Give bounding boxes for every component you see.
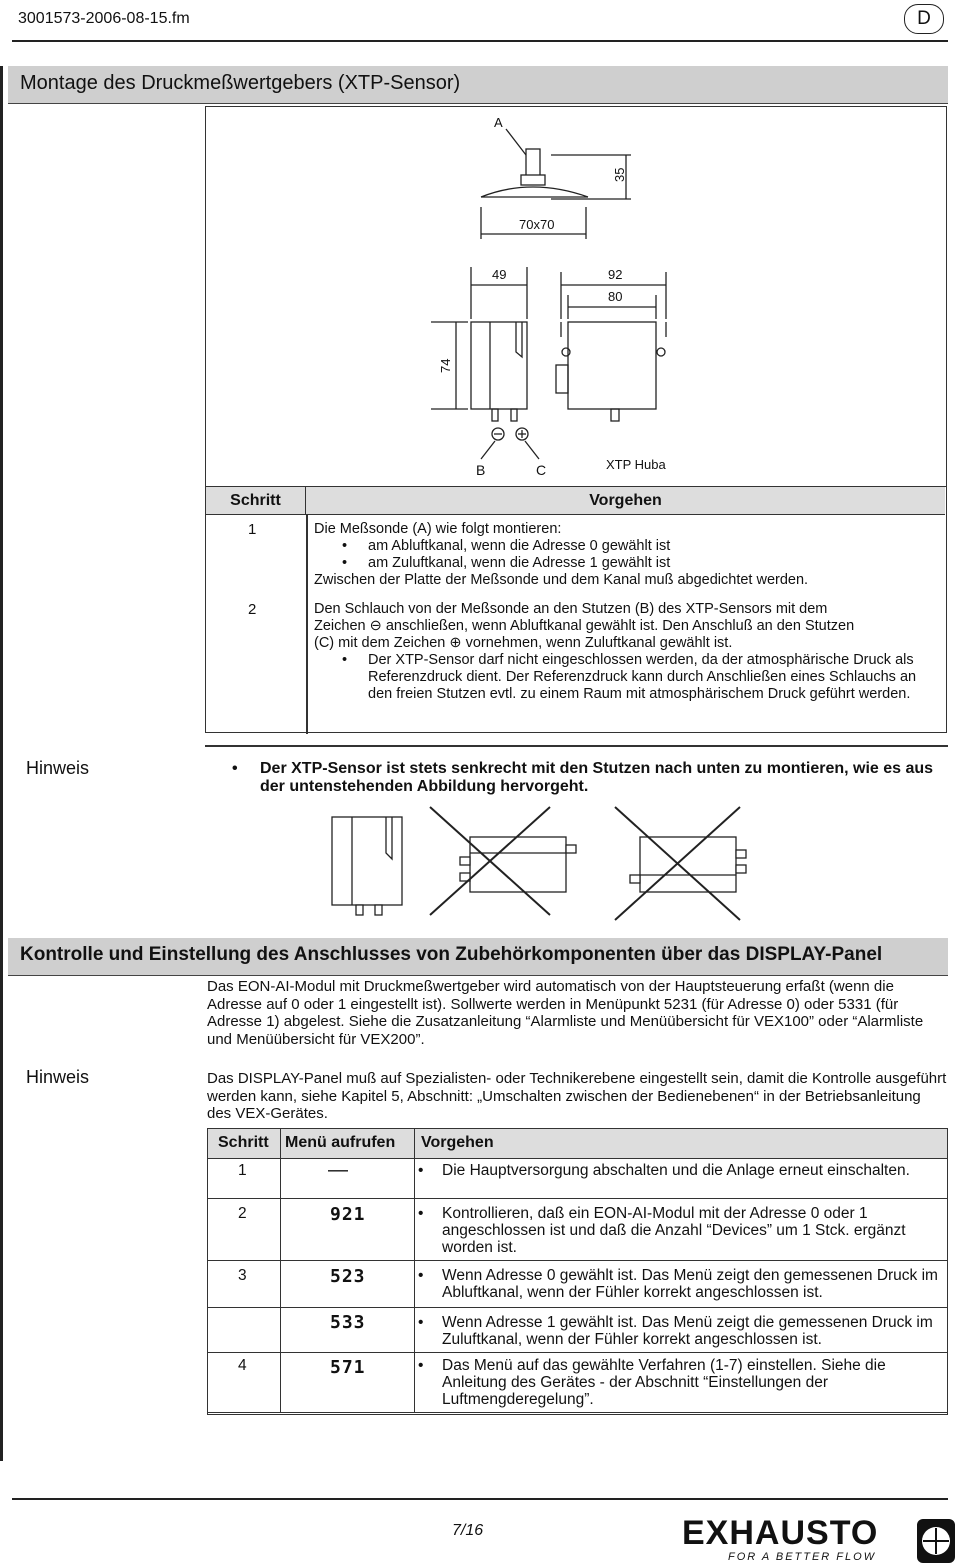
brand-emblem-icon: [916, 1518, 956, 1564]
row-step: 4: [238, 1357, 247, 1374]
column-header-step: Schritt: [206, 487, 306, 515]
language-badge: D: [904, 4, 944, 34]
column-divider: [414, 1129, 415, 1413]
table-row: [208, 1159, 947, 1199]
step-1-outro: Zwischen der Platte der Meßsonde und dem Kanal muß abgedichtet werden.: [314, 572, 809, 588]
footer-rule: [12, 1498, 948, 1500]
dim-74: 74: [438, 358, 453, 373]
column-divider: [306, 515, 308, 734]
note-label: Hinweis: [26, 1067, 90, 1087]
section-title-display: Kontrolle und Einstellung des Anschlusses von Zubehörkomponenten über das DISPLAY-Panel: [8, 938, 948, 976]
row-text: Kontrollieren, daß ein EON-AI-Modul mit der Adresse 0 oder 1 angeschlossen ist und daß die Anzahl “Devices” um 1 Stck. ergänzt worden ist.: [442, 1205, 906, 1256]
column-divider: [280, 1129, 281, 1413]
label-a: A: [494, 115, 503, 130]
brand-logo: EXHAUSTO: [682, 1514, 879, 1552]
row-menu: 523: [330, 1266, 366, 1287]
dim-80: 80: [608, 289, 623, 304]
step-2-line: Den Schlauch von der Meßsonde an den Stutzen (B) des XTP-Sensors mit dem: [314, 601, 828, 617]
plus-circle-icon: ⊕: [449, 635, 462, 651]
dim-70x70: 70x70: [519, 217, 555, 232]
orientation-figure: [320, 805, 780, 925]
display-steps-table: [207, 1128, 948, 1415]
step-1-bullet: • am Abluftkanal, wenn die Adresse 0 gewählt ist: [314, 538, 934, 555]
label-b: B: [476, 462, 486, 478]
step-1-text: [314, 521, 934, 589]
column-header-procedure: Vorgehen: [306, 487, 945, 515]
minus-circle-icon: ⊖: [369, 618, 382, 634]
brand-slogan: FOR A BETTER FLOW: [728, 1551, 877, 1563]
model-label: XTP Huba: [606, 457, 666, 472]
column-header-menu: Menü aufrufen: [285, 1134, 396, 1151]
note-text: Der XTP-Sensor ist stets senkrecht mit den Stutzen nach unten zu montieren, wie es aus der untenstehenden Abbildung hervorgeht.: [260, 760, 934, 795]
step-1-intro: Die Meßsonde (A) wie folgt montieren:: [314, 521, 562, 537]
row-step: 2: [238, 1205, 247, 1222]
note-rule: [205, 745, 948, 747]
bullet-icon: •: [418, 1314, 424, 1331]
bullet-icon: •: [418, 1357, 424, 1374]
section-2-intro: Das EON-AI-Modul mit Druckmeßwertgeber wird automatisch von der Hauptsteuerung erfaßt (wenn die Adresse auf 0 oder 1 eingestellt ist). Sollwerte werden in Menüpunkt 5231 (für Adresse 0) oder 5331 (für Adresse 1) abgelest. Siehe die Zusatzanleitung “Alarmliste und Menüübersicht für VEX100” oder “Alarmliste und Menüübersicht für VEX200”.: [207, 978, 924, 1048]
row-step: 1: [238, 1162, 247, 1179]
row-menu: —: [328, 1159, 348, 1181]
row-text: Wenn Adresse 1 gewählt ist. Das Menü zeigt die gemessenen Druck im Zuluftkanal, wenn der Fühler korrekt angeschlossen ist.: [442, 1314, 933, 1348]
mounting-steps-table: [205, 486, 947, 733]
step-number: 2: [248, 601, 257, 618]
table-row: [208, 1199, 947, 1261]
bullet-icon: •: [418, 1267, 424, 1284]
step-2-bullet: • Der XTP-Sensor darf nicht eingeschlossen werden, da der atmosphärische Druck als Referenzdruck dient. Der Referenzdruck kann durch Anschließen eines Schlauchs an den freien Stutzen evtl. zu einem Raum mit atmosphärischem Druck geführt werden.: [314, 652, 934, 703]
step-2-text: [314, 601, 934, 703]
column-header-step: Schritt: [218, 1134, 269, 1151]
step-2-line: (C) mit dem Zeichen ⊕ vornehmen, wenn Zuluftkanal gewählt ist.: [314, 635, 733, 651]
note-text: Das DISPLAY-Panel muß auf Spezialisten- oder Technikerebene eingestellt sein, damit die Kontrolle ausgeführt werden kann, siehe Kapitel 5, Abschnitt: „Umschalten zwischen der Bedienebenen“ in der Betriebsanleitung des VEX-Gerätes.: [207, 1070, 947, 1122]
bullet-icon: •: [418, 1162, 424, 1179]
dim-35: 35: [612, 167, 627, 182]
change-bar: [0, 66, 3, 1461]
row-text: Wenn Adresse 0 gewählt ist. Das Menü zeigt den gemessenen Druck im Abluftkanal, wenn der Fühler korrekt angeschlossen ist.: [442, 1267, 938, 1301]
sensor-drawing: [206, 107, 948, 487]
row-menu: 921: [330, 1204, 366, 1225]
step-1-bullet: • am Zuluftkanal, wenn die Adresse 1 gewählt ist: [314, 555, 934, 572]
table-row: [208, 1353, 947, 1413]
table-row: [208, 1308, 947, 1353]
table-header: [208, 1129, 947, 1159]
dim-92: 92: [608, 267, 623, 282]
row-text: Das Menü auf das gewählte Verfahren (1-7) einstellen. Siehe die Anleitung des Gerätes - der Abschnitt “Einstellungen der Luftmengderegelung”.: [442, 1357, 886, 1408]
note-label: Hinweis: [26, 758, 90, 778]
bullet-icon: •: [418, 1205, 424, 1222]
step-2-line: Zeichen ⊖ anschließen, wenn Abluftkanal gewählt ist. Den Anschluß an den Stutzen: [314, 618, 855, 634]
row-menu: 533: [330, 1312, 366, 1333]
table-row: [208, 1261, 947, 1308]
document-filename: 3001573-2006-08-15.fm: [18, 10, 190, 27]
row-text: Die Hauptversorgung abschalten und die Anlage erneut einschalten.: [442, 1162, 910, 1179]
section-title-mounting: Montage des Druckmeßwertgebers (XTP-Sensor): [8, 66, 948, 104]
bullet-icon: •: [232, 760, 238, 777]
page-number: 7/16: [452, 1522, 484, 1539]
mounting-figure: [205, 106, 947, 486]
column-header-procedure: Vorgehen: [421, 1134, 494, 1151]
header-rule: [12, 40, 948, 42]
dim-49: 49: [492, 267, 507, 282]
label-c: C: [536, 462, 547, 478]
step-number: 1: [248, 521, 257, 538]
row-step: 3: [238, 1267, 247, 1284]
row-menu: 571: [330, 1357, 366, 1378]
